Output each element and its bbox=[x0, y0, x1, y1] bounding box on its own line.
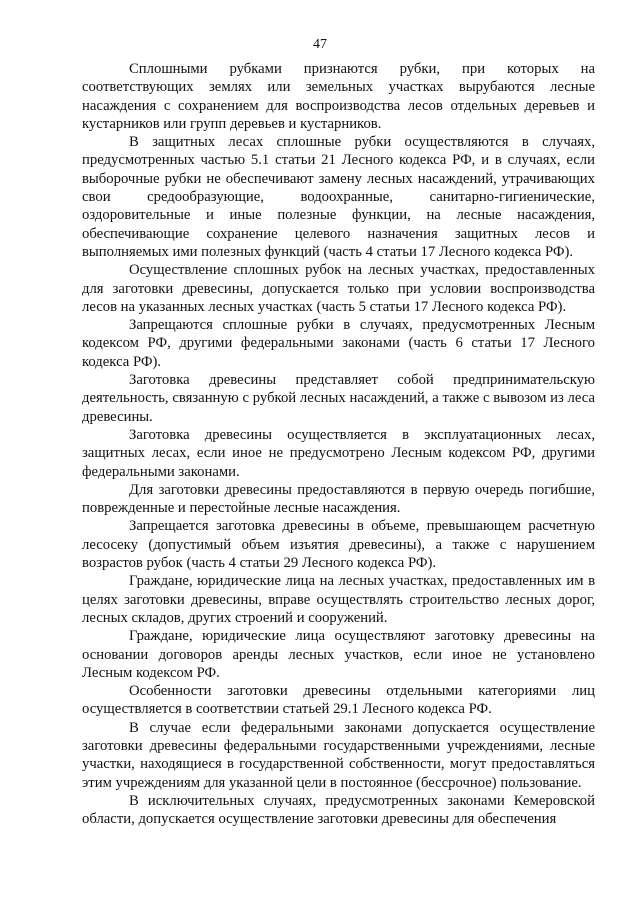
paragraph: Особенности заготовки древесины отдельными категориями лиц осуществляется в соответствии статьей 29.1 Лесного кодекса РФ. bbox=[82, 683, 595, 718]
paragraph: Запрещается заготовка древесины в объеме, превышающем расчетную лесосеку (допустимый объем изъятия древесины), а также с нарушением возрастов рубок (часть 4 статьи 29 Лесного кодекса РФ). bbox=[82, 518, 595, 572]
paragraph: Граждане, юридические лица на лесных участках, предоставленных им в целях заготовки древесины, вправе осуществлять строительство лесных дорог, лесных складов, других строений и сооружений. bbox=[82, 573, 595, 626]
paragraph: В защитных лесах сплошные рубки осуществляются в случаях, предусмотренных частью 5.1 статьи 21 Лесного кодекса РФ, и в случаях, если выборочные рубки не обеспечивают замену лесных насаждений, утрачивающих свои средообразующие, водоохранные, санитарно-гигиенические, оздоровительные и иные полезные функции, на лесные насаждения, обеспечивающие сохранение целевого назначения защитных лесов и выполняемых ими полезных функций (часть 4 статьи 17 Лесного кодекса РФ). bbox=[82, 134, 595, 260]
page-number: 47 bbox=[313, 37, 327, 52]
paragraph: В исключительных случаях, предусмотренных законами Кемеровской области, допускается осуществление заготовки древесины для обеспечения bbox=[82, 792, 595, 828]
paragraph: В случае если федеральными законами допускается осуществление заготовки древесины федеральными государственными учреждениями, лесные участки, находящиеся в государственной собственности, могут предоставляться этим учреждениям для указанной цели в постоянное (бессрочное) пользование. bbox=[82, 719, 595, 791]
paragraph: Заготовка древесины осуществляется в эксплуатационных лесах, защитных лесах, если иное не предусмотрено Лесным кодексом РФ, другими федеральными законами. bbox=[82, 426, 595, 480]
paragraph: Заготовка древесины представляет собой предпринимательскую деятельность, связанную с рубкой лесных насаждений, а также с вывозом из леса древесины. bbox=[82, 372, 595, 425]
paragraph: Осуществление сплошных рубок на лесных участках, предоставленных для заготовки древесины, допускается только при условии воспроизводства лесов на указанных лесных участках (часть 5 статьи 17 Лесного кодекса РФ). bbox=[82, 262, 595, 315]
paragraph: Граждане, юридические лица осуществляют заготовку древесины на основании договоров аренды лесных участков, если иное не установлено Лесным кодексом РФ. bbox=[82, 628, 595, 681]
paragraph: Сплошными рубками признаются рубки, при которых на соответствующих землях или земельных участках вырубаются лесные насаждения с сохранением для воспроизводства лесов отдельных деревьев и кустарников или групп деревьев и кустарников. bbox=[82, 61, 595, 132]
paragraph: Запрещаются сплошные рубки в случаях, предусмотренных Лесным кодексом РФ, другими федеральными законами (часть 6 статьи 17 Лесного кодекса РФ). bbox=[82, 317, 595, 370]
document-body bbox=[82, 60, 595, 828]
paragraph: Для заготовки древесины предоставляются в первую очередь погибшие, поврежденные и перестойные лесные насаждения. bbox=[82, 481, 595, 517]
